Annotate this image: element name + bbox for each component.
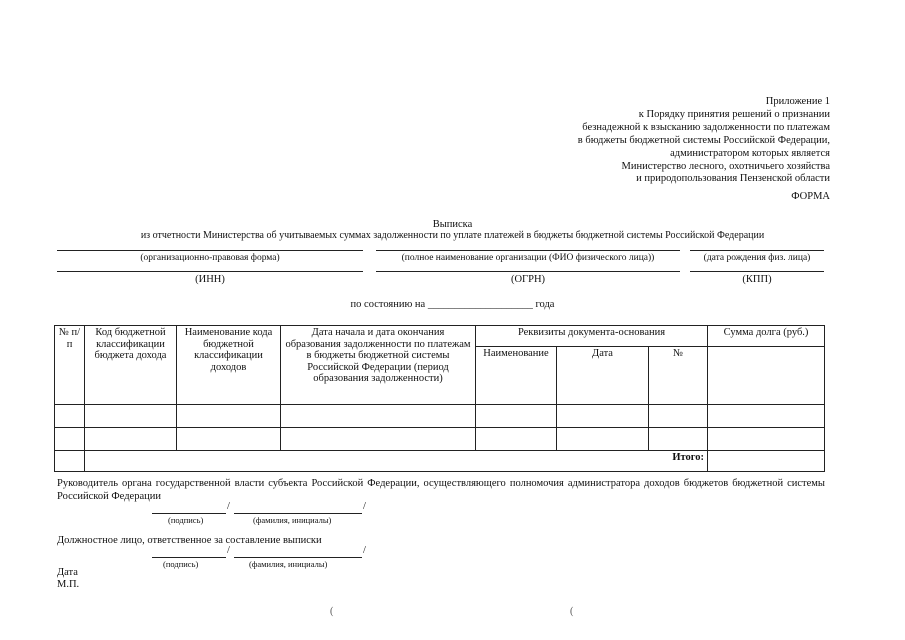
appendix-header	[578, 96, 830, 186]
header-debt: Сумма долга (руб.)	[708, 326, 825, 347]
appendix-line: Министерство лесного, охотничьего хозяйства	[621, 160, 830, 172]
head-signature-caption: (подпись)	[168, 515, 204, 525]
header-doc-date: Дата	[557, 347, 649, 405]
appendix-line: администратором которых является	[670, 147, 830, 159]
kpp-caption: (КПП)	[742, 274, 772, 285]
table-row	[55, 428, 825, 451]
total-label: Итого:	[85, 451, 708, 472]
full-name-caption: (полное наименование организации (ФИО физического лица))	[401, 253, 655, 263]
slash-separator: /	[363, 501, 366, 512]
head-name-caption: (фамилия, инициалы)	[253, 515, 332, 525]
head-signature-line	[152, 513, 226, 514]
inn-line	[57, 271, 363, 272]
document-subtitle: из отчетности Министерства об учитываемых суммах задолженности по уплате платежей в бюджеты бюджетной системы Российской Федерации	[140, 230, 765, 241]
scan-mark: (	[330, 606, 334, 617]
official-signature-caption: (подпись)	[163, 559, 199, 569]
as-of-date	[0, 299, 905, 310]
official-signature-text: Должностное лицо, ответственное за составление выписки	[57, 535, 322, 546]
appendix-line: и природопользования Пензенской области	[636, 173, 830, 185]
document-title: Выписка	[432, 219, 473, 230]
scan-mark: (	[570, 606, 574, 617]
header-doc-name: Наименование	[476, 347, 557, 405]
as-of-blank: ____________________	[427, 299, 533, 310]
debt-table	[54, 325, 825, 472]
total-value	[708, 451, 825, 472]
official-signature-line	[152, 557, 226, 558]
total-row	[55, 451, 825, 472]
date-label: Дата	[57, 567, 78, 578]
as-of-prefix: по состоянию на	[350, 299, 426, 310]
birth-date-line	[690, 250, 824, 251]
slash-separator: /	[227, 545, 230, 556]
header-kbk-code: Код бюджетной классификации бюджета дохода	[85, 326, 177, 405]
header-num: № п/п	[55, 326, 85, 405]
header-kbk-name: Наименование кода бюджетной классификации доходов	[177, 326, 281, 405]
slash-separator: /	[363, 545, 366, 556]
appendix-line: в бюджеты бюджетной системы Российской Федерации,	[577, 134, 830, 146]
inn-caption: (ИНН)	[195, 274, 225, 285]
header-doc-group: Реквизиты документа-основания	[476, 326, 708, 347]
full-name-line	[376, 250, 680, 251]
appendix-line: к Порядку принятия решений о признании	[638, 108, 830, 120]
kpp-line	[690, 271, 824, 272]
birth-date-caption: (дата рождения физ. лица)	[703, 253, 811, 263]
ogrn-line	[376, 271, 680, 272]
header-doc-no: №	[649, 347, 708, 405]
appendix-line: безнадежной к взысканию задолженности по платежам	[582, 121, 830, 133]
stamp-label: М.П.	[57, 579, 80, 590]
header-period: Дата начала и дата окончания образования задолженности по платежам в бюджеты бюджетной системы Российской Федерации (период образования задолженности)	[281, 326, 476, 405]
official-name-line	[234, 557, 362, 558]
as-of-suffix: года	[535, 299, 555, 310]
head-name-line	[234, 513, 362, 514]
form-label: ФОРМА	[791, 191, 830, 202]
head-signature-text: Руководитель органа государственной власти субъекта Российской Федерации, осуществляющего полномочия администратора доходов бюджетов бюджетной системы Российской Федерации	[57, 478, 825, 502]
table-row	[55, 405, 825, 428]
official-name-caption: (фамилия, инициалы)	[249, 559, 328, 569]
slash-separator: /	[227, 501, 230, 512]
legal-form-line	[57, 250, 363, 251]
appendix-line: Приложение 1	[765, 96, 830, 107]
ogrn-caption: (ОГРН)	[510, 274, 546, 285]
debt-header-blank	[708, 347, 825, 405]
legal-form-caption: (организационно-правовая форма)	[140, 253, 280, 263]
